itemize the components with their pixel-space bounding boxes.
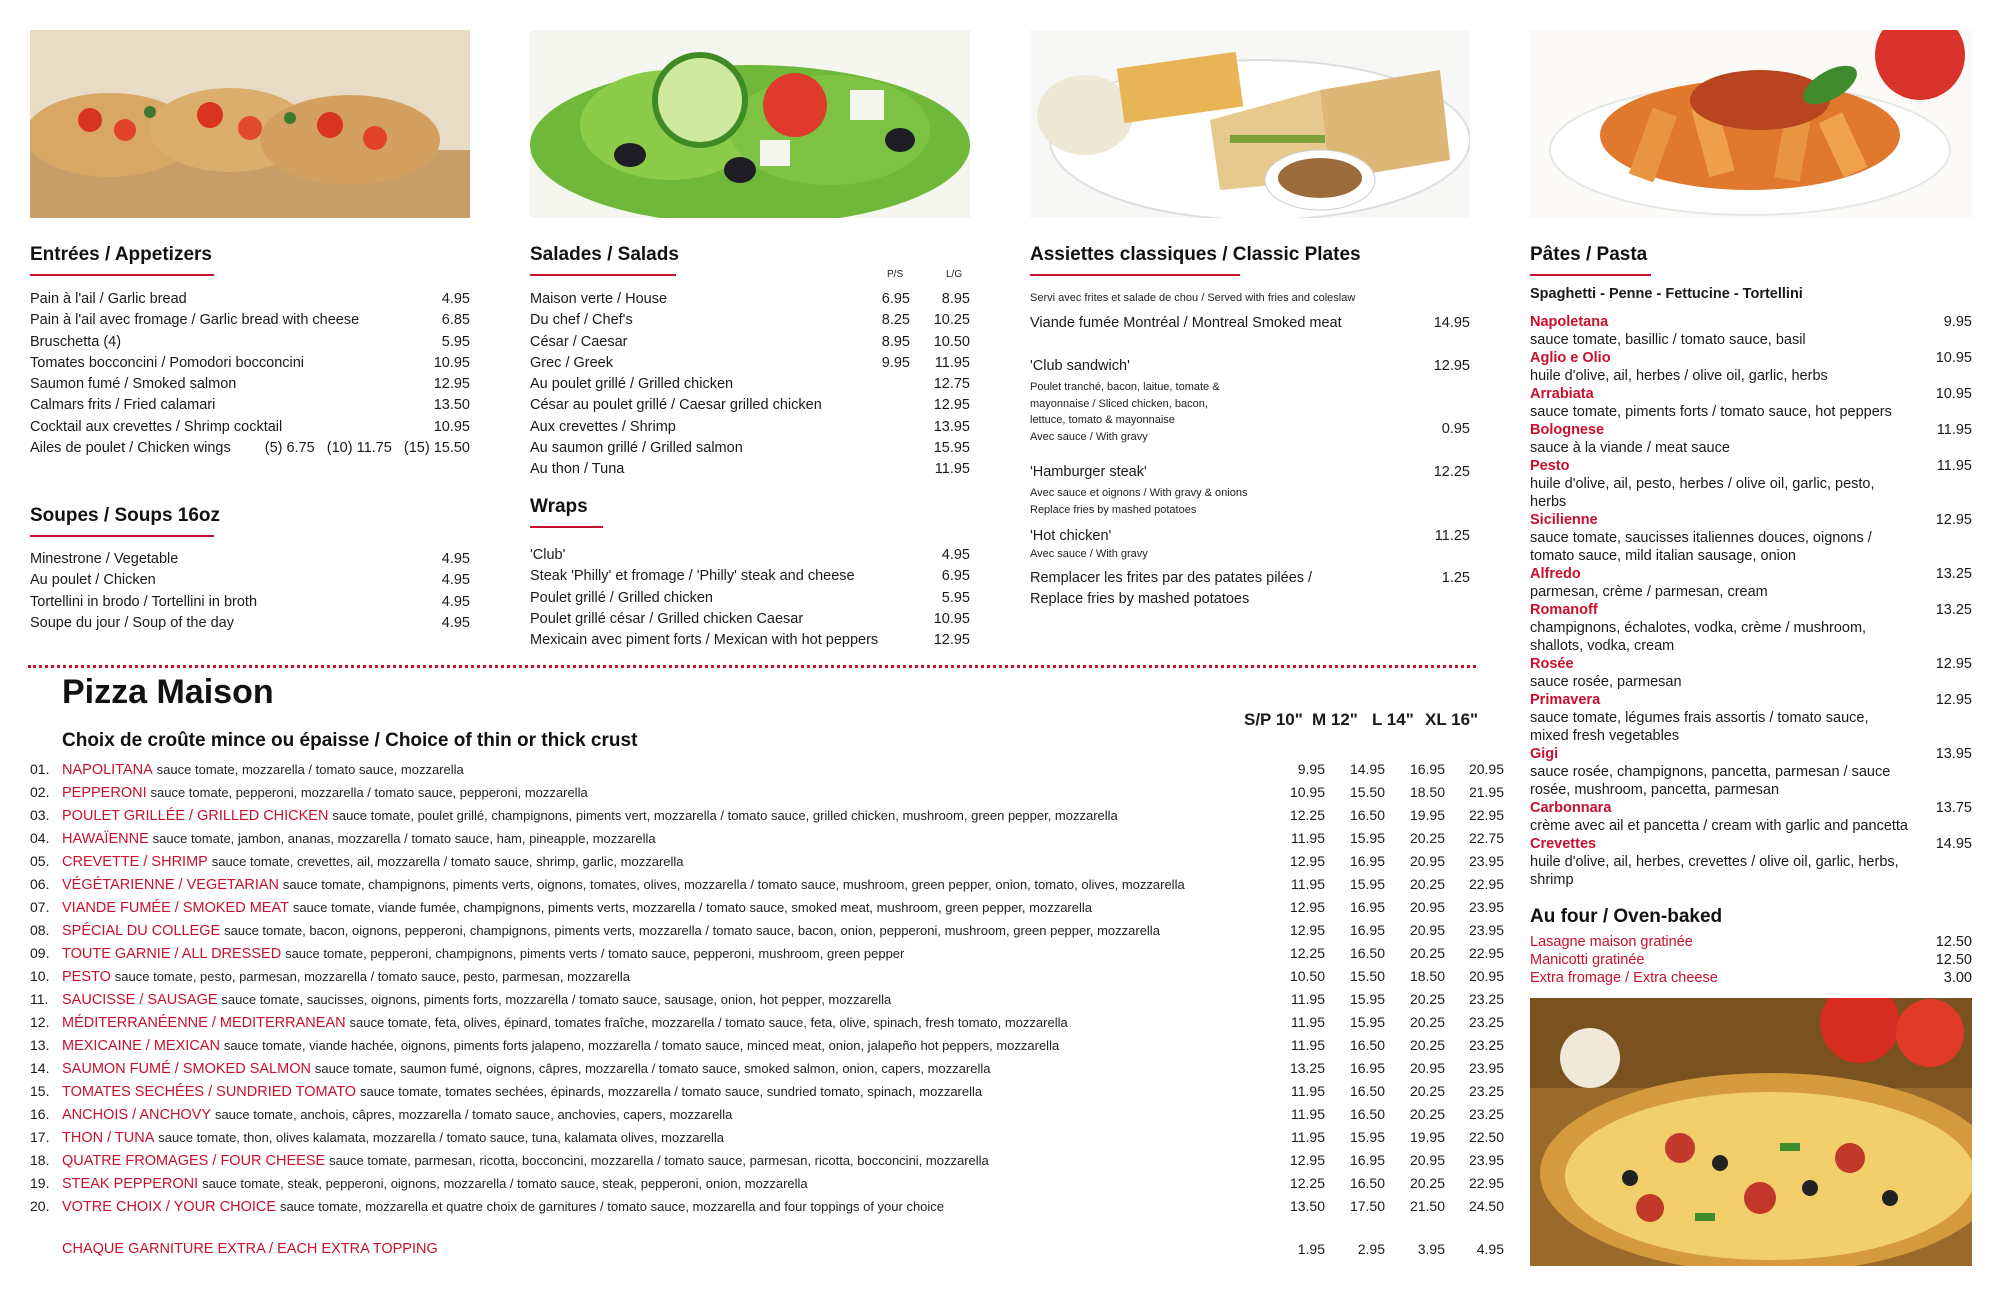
pizza-number: 04. <box>30 830 50 846</box>
pizza-price: 16.50 <box>1349 1106 1385 1122</box>
list-item: Soupe du jour / Soup of the day 4.95 <box>30 614 470 631</box>
pasta-item <box>1530 457 1972 511</box>
plates-hot-chicken-desc: Avec sauce / With gravy <box>1030 548 1148 560</box>
list-item: Poulet grillé / Grilled chicken 5.95 <box>530 589 970 606</box>
pizza-price: 12.95 <box>1289 1152 1325 1168</box>
pizza-row <box>30 1172 1506 1195</box>
pizza-price: 22.95 <box>1468 807 1504 823</box>
list-item: César au poulet grillé / Caesar grilled chicken 12.95 <box>530 397 970 414</box>
pizza-price: 16.50 <box>1349 945 1385 961</box>
pizza-number: 17. <box>30 1129 50 1145</box>
pizza-number: 08. <box>30 922 50 938</box>
pasta-name: Romanoff <box>1530 602 1598 618</box>
pizza-price: 11.95 <box>1291 876 1325 892</box>
pizza-name: TOMATES SECHÉES / SUNDRIED TOMATO <box>62 1084 357 1100</box>
pasta-price: 13.95 <box>1935 746 1972 762</box>
list-item: Manicotti gratinée 12.50 <box>1530 952 1972 968</box>
pasta-price: 11.95 <box>1936 458 1972 474</box>
list-item: Extra fromage / Extra cheese 3.00 <box>1530 970 1972 986</box>
pasta-name: Gigi <box>1530 746 1559 762</box>
pizza-price: 18.50 <box>1409 968 1445 984</box>
wraps-title: Wraps <box>530 496 603 528</box>
pizza-name: TOUTE GARNIE / ALL DRESSED <box>62 946 282 962</box>
list-item: Pain à l'ail avec fromage / Garlic bread with cheese 6.85 <box>30 312 470 329</box>
soups-title: Soupes / Soups 16oz <box>30 505 220 537</box>
pasta-name: Aglio e Olio <box>1530 350 1611 366</box>
pasta-price: 9.95 <box>1943 314 1972 330</box>
pizza-desc: sauce tomate, viande fumée, champignons, piments verts, mozzarella / tomato sauce, smoked meat, mushroom, green pepper, mozzarella <box>292 900 1092 915</box>
salad-photo <box>530 30 970 218</box>
pasta-name: Carbonnara <box>1530 800 1612 816</box>
pizza-price: 22.95 <box>1468 876 1504 892</box>
pizza-desc: sauce tomate, feta, olives, épinard, tomates fraîche, mozzarella / tomato sauce, feta, olive, spinach, fresh tomato, mozzarella <box>349 1015 1068 1030</box>
pizza-price: 21.50 <box>1409 1198 1445 1214</box>
pizza-name: THON / TUNA <box>62 1130 155 1146</box>
club-sandwich-photo <box>1030 30 1470 218</box>
pizza-row <box>30 896 1506 919</box>
pizza-subtitle: Choix de croûte mince ou épaisse / Choice of thin or thick crust <box>62 730 638 751</box>
pizza-number: 18. <box>30 1152 50 1168</box>
plates-hamburger <box>1030 462 1470 483</box>
pizza-name: NAPOLITANA <box>62 762 153 778</box>
size-small: S/P 10" <box>1244 710 1303 729</box>
pizza-price: 19.95 <box>1409 1129 1445 1145</box>
pizza-price: 23.95 <box>1468 1060 1504 1076</box>
plates-club-desc: Poulet tranché, bacon, laitue, tomate & mayonnaise / Sliced chicken, bacon, lettuce, tomato & mayonnaise Avec sauce / With gravy <box>1030 381 1220 443</box>
pizza-price: 12.95 <box>1289 922 1325 938</box>
list-item: Tortellini in brodo / Tortellini in broth 4.95 <box>30 593 470 610</box>
list-item: Minestrone / Vegetable 4.95 <box>30 551 470 567</box>
pizza-desc: sauce tomate, bacon, oignons, pepperoni, champignons, piments verts, mozzarella / tomato sauce, bacon, onion, pepperoni, mushroom, green pepper, mozzarella <box>224 923 1160 938</box>
pizza-price: 13.50 <box>1289 1198 1325 1214</box>
pasta-price: 13.25 <box>1935 566 1972 582</box>
pizza-name: MEXICAINE / MEXICAN <box>62 1038 220 1054</box>
pizza-row <box>30 1149 1506 1172</box>
pizza-price: 20.25 <box>1409 1083 1445 1099</box>
pizza-name: VOTRE CHOIX / YOUR CHOICE <box>62 1199 277 1215</box>
pasta-name: Alfredo <box>1530 566 1581 582</box>
soups-list <box>30 549 470 634</box>
pasta-item <box>1530 691 1972 745</box>
pizza-price: 11.95 <box>1291 1014 1325 1030</box>
pasta-name: Bolognese <box>1530 422 1605 438</box>
pizza-price: 16.95 <box>1349 899 1385 915</box>
pizza-price: 16.50 <box>1349 807 1385 823</box>
pizza-name: ANCHOIS / ANCHOVY <box>62 1107 212 1123</box>
pizza-row <box>30 919 1506 942</box>
list-item: Grec / Greek 9.95 11.95 <box>530 354 970 371</box>
list-item: Pain à l'ail / Garlic bread 4.95 <box>30 291 470 307</box>
size-medium: M 12" <box>1312 710 1358 729</box>
pizza-list <box>30 758 1506 1228</box>
pasta-item <box>1530 349 1972 385</box>
pizza-price: 15.95 <box>1349 876 1385 892</box>
pizza-row <box>30 1103 1506 1126</box>
pizza-price: 23.25 <box>1468 1083 1504 1099</box>
pizza-price: 23.95 <box>1468 853 1504 869</box>
pizza-price: 18.50 <box>1409 784 1445 800</box>
pizza-number: 07. <box>30 899 50 915</box>
pizza-row <box>30 804 1506 827</box>
pizza-price: 9.95 <box>1297 761 1325 777</box>
pizza-number: 16. <box>30 1106 50 1122</box>
pasta-price: 14.95 <box>1935 836 1972 852</box>
pasta-name: Primavera <box>1530 692 1601 708</box>
pizza-price: 16.95 <box>1349 922 1385 938</box>
pizza-row <box>30 758 1506 781</box>
pasta-item <box>1530 313 1972 349</box>
pasta-price: 10.95 <box>1935 350 1972 366</box>
pizza-price: 15.95 <box>1349 991 1385 1007</box>
pizza-name: SAUCISSE / SAUSAGE <box>62 992 218 1008</box>
pasta-list <box>1530 313 1972 889</box>
pizza-price: 11.95 <box>1291 1083 1325 1099</box>
pizza-price: 20.25 <box>1409 830 1445 846</box>
pizza-price: 20.25 <box>1409 1014 1445 1030</box>
pizza-price: 20.95 <box>1409 899 1445 915</box>
pasta-item <box>1530 799 1972 835</box>
pizza-price: 16.95 <box>1409 761 1445 777</box>
section-divider <box>28 665 1476 668</box>
pizza-desc: sauce tomate, champignons, piments verts, oignons, tomates, olives, mozzarella / tomato sauce, mushroom, green pepper, onion, tomato, olives, mozzarella <box>282 877 1185 892</box>
pizza-price: 12.95 <box>1289 899 1325 915</box>
pasta-item <box>1530 511 1972 565</box>
pasta-subtitle: Spaghetti - Penne - Fettucine - Tortellini <box>1530 286 1803 302</box>
pasta-desc: sauce tomate, saucisses italiennes douces, oignons / tomato sauce, mild italian sausage, onion <box>1530 530 1872 564</box>
pizza-price: 16.50 <box>1349 1083 1385 1099</box>
pizza-name: PESTO <box>62 969 111 985</box>
pizza-row <box>30 781 1506 804</box>
list-item: Calmars frits / Fried calamari 13.50 <box>30 397 470 414</box>
pizza-price: 13.25 <box>1289 1060 1325 1076</box>
pasta-price: 12.95 <box>1935 692 1972 708</box>
list-item: 'Hot chicken' 11.25 <box>1030 528 1470 544</box>
list-item: Du chef / Chef's 8.25 10.25 <box>530 312 970 329</box>
pizza-title: Pizza Maison <box>62 673 274 711</box>
pasta-desc: sauce à la viande / meat sauce <box>1530 440 1730 456</box>
pizza-name: PEPPERONI <box>62 785 147 801</box>
list-item: Au saumon grillé / Grilled salmon 15.95 <box>530 440 970 457</box>
pasta-name: Arrabiata <box>1530 386 1594 402</box>
pizza-row <box>30 827 1506 850</box>
list-item: Aux crevettes / Shrimp 13.95 <box>530 418 970 435</box>
pizza-price: 20.95 <box>1468 761 1504 777</box>
pasta-name: Crevettes <box>1530 836 1597 852</box>
plates-gravy-price: 0.95 <box>1441 421 1470 437</box>
pasta-desc: sauce tomate, légumes frais assortis / tomato sauce, mixed fresh vegetables <box>1530 710 1869 744</box>
pizza-desc: sauce tomate, parmesan, ricotta, bocconcini, mozzarella / tomato sauce, parmesan, ricotta, bocconcini, mozzarella <box>329 1153 989 1168</box>
appetizers-title: Entrées / Appetizers <box>30 244 214 276</box>
plates-subtitle: Servi avec frites et salade de chou / Served with fries and coleslaw <box>1030 292 1356 304</box>
pizza-price: 20.25 <box>1409 1037 1445 1053</box>
pizza-desc: sauce tomate, saucisses, oignons, piments forts, mozzarella / tomato sauce, sausage, onion, hot pepper, mozzarella <box>221 992 892 1007</box>
pizza-price: 11.95 <box>1291 1106 1325 1122</box>
pizza-desc: sauce tomate, pesto, parmesan, mozzarella / tomato sauce, pesto, parmesan, mozzarella <box>114 969 630 984</box>
list-item: 'Club sandwich' 12.95 <box>1030 358 1470 374</box>
plates-replace <box>1030 568 1470 611</box>
pizza-price: 16.95 <box>1349 1152 1385 1168</box>
pasta-item <box>1530 745 1972 799</box>
list-item: 'Club' 4.95 <box>530 547 970 563</box>
pizza-price: 15.95 <box>1349 830 1385 846</box>
pizza-price: 15.95 <box>1349 1014 1385 1030</box>
pasta-price: 11.95 <box>1936 422 1972 438</box>
list-item: Tomates bocconcini / Pomodori bocconcini 10.95 <box>30 354 470 371</box>
pizza-number: 09. <box>30 945 50 961</box>
pizza-price: 12.25 <box>1289 945 1325 961</box>
pasta-desc: sauce tomate, piments forts / tomato sauce, hot peppers <box>1530 404 1892 420</box>
pasta-price: 10.95 <box>1935 386 1972 402</box>
pasta-item <box>1530 385 1972 421</box>
pizza-price: 17.50 <box>1349 1198 1385 1214</box>
pasta-desc: sauce rosée, champignons, pancetta, parmesan / sauce rosée, mushroom, pancetta, parmesan <box>1530 764 1891 798</box>
pizza-row <box>30 1011 1506 1034</box>
pizza-price: 16.95 <box>1349 853 1385 869</box>
pasta-item <box>1530 835 1972 889</box>
pasta-item <box>1530 601 1972 655</box>
pizza-number: 03. <box>30 807 50 823</box>
list-item: Steak 'Philly' et fromage / 'Philly' steak and cheese 6.95 <box>530 568 970 585</box>
pizza-row <box>30 1195 1506 1218</box>
pizza-number: 11. <box>30 991 49 1007</box>
salads-col-small: P/S <box>887 269 904 280</box>
list-item: Remplacer les frites par des patates pilées / 1.25 <box>1030 570 1470 586</box>
pizza-price: 11.95 <box>1291 1129 1325 1145</box>
pizza-price: 11.95 <box>1291 830 1325 846</box>
pizza-price: 20.95 <box>1409 853 1445 869</box>
extra-topping-row: CHAQUE GARNITURE EXTRA / EACH EXTRA TOPPING 1.95 2.95 3.95 4.95 <box>30 1238 1506 1261</box>
pizza-name: STEAK PEPPERONI <box>62 1176 199 1192</box>
pizza-price: 20.25 <box>1409 1175 1445 1191</box>
extra-topping-label: CHAQUE GARNITURE EXTRA / EACH EXTRA TOPPING <box>62 1241 438 1257</box>
list-item: Cocktail aux crevettes / Shrimp cocktail 10.95 <box>30 418 470 435</box>
pizza-photo <box>1530 998 1972 1266</box>
pizza-number: 05. <box>30 853 50 869</box>
pizza-price: 23.95 <box>1468 922 1504 938</box>
pizza-desc: sauce tomate, tomates sechées, épinards, mozzarella / tomato sauce, sundried tomato, spinach, mozzarella <box>359 1084 983 1099</box>
bruschetta-photo <box>30 30 470 218</box>
pasta-desc: parmesan, crème / parmesan, cream <box>1530 584 1768 600</box>
pizza-price: 23.95 <box>1468 899 1504 915</box>
pasta-desc: sauce tomate, basillic / tomato sauce, basil <box>1530 332 1806 348</box>
pizza-price: 11.95 <box>1291 1037 1325 1053</box>
pizza-name: VIANDE FUMÉE / SMOKED MEAT <box>62 900 289 916</box>
pizza-row <box>30 1057 1506 1080</box>
pizza-desc: sauce tomate, jambon, ananas, mozzarella / tomato sauce, ham, pineapple, mozzarella <box>152 831 656 846</box>
pasta-price: 13.75 <box>1935 800 1972 816</box>
list-item: Saumon fumé / Smoked salmon 12.95 <box>30 376 470 393</box>
size-large: L 14" <box>1372 710 1414 729</box>
plates-club <box>1030 356 1470 377</box>
pasta-item <box>1530 421 1972 457</box>
list-item: César / Caesar 8.95 10.50 <box>530 333 970 350</box>
pasta-price: 12.95 <box>1935 512 1972 528</box>
pizza-desc: sauce tomate, anchois, câpres, mozzarella / tomato sauce, anchovies, capers, mozzarella <box>214 1107 733 1122</box>
size-xl: XL 16" <box>1425 710 1479 729</box>
pasta-price: 13.25 <box>1935 602 1972 618</box>
pizza-desc: sauce tomate, thon, olives kalamata, mozzarella / tomato sauce, tuna, kalamata olives, mozzarella <box>158 1130 725 1145</box>
pasta-desc: sauce rosée, parmesan <box>1530 674 1682 690</box>
pizza-number: 06. <box>30 876 50 892</box>
pizza-name: SPÉCIAL DU COLLEGE <box>62 923 221 939</box>
pizza-price: 20.95 <box>1409 1152 1445 1168</box>
pizza-name: MÉDITERRANÉENNE / MEDITERRANEAN <box>62 1015 346 1031</box>
pizza-name: QUATRE FROMAGES / FOUR CHEESE <box>62 1153 326 1169</box>
pasta-desc: huile d'olive, ail, herbes / olive oil, garlic, herbs <box>1530 368 1828 384</box>
pizza-price: 15.95 <box>1349 1129 1385 1145</box>
pizza-row <box>30 1080 1506 1103</box>
pizza-price: 15.50 <box>1349 784 1385 800</box>
pizza-price: 22.50 <box>1468 1129 1504 1145</box>
pizza-desc: sauce tomate, poulet grillé, champignons, piments vert, mozzarella / tomato sauce, grilled chicken, mushroom, green pepper, mozzarella <box>332 808 1118 823</box>
list-item: 'Hamburger steak' 12.25 <box>1030 464 1470 480</box>
pasta-name: Pesto <box>1530 458 1570 474</box>
pizza-row <box>30 988 1506 1011</box>
oven-title: Au four / Oven-baked <box>1530 906 1723 927</box>
pizza-price: 22.95 <box>1468 1175 1504 1191</box>
pizza-desc: sauce tomate, crevettes, ail, mozzarella / tomato sauce, shrimp, garlic, mozzarella <box>211 854 684 869</box>
salads-list <box>530 289 970 481</box>
pizza-price: 23.25 <box>1468 991 1504 1007</box>
pizza-row <box>30 942 1506 965</box>
pizza-number: 01. <box>30 761 50 777</box>
list-item: Au poulet grillé / Grilled chicken 12.75 <box>530 376 970 393</box>
pizza-size-header <box>1240 710 1480 734</box>
list-item: Ailes de poulet / Chicken wings (5) 6.75 (10) 11.75 (15) 15.50 <box>30 440 470 457</box>
pizza-price: 10.50 <box>1289 968 1325 984</box>
pizza-price: 20.95 <box>1409 922 1445 938</box>
pizza-number: 12. <box>30 1014 50 1030</box>
pizza-desc: sauce tomate, pepperoni, mozzarella / tomato sauce, pepperoni, mozzarella <box>150 785 588 800</box>
pizza-price: 16.50 <box>1349 1175 1385 1191</box>
pizza-price: 11.95 <box>1291 991 1325 1007</box>
salads-col-large: L/G <box>946 269 963 280</box>
pizza-price: 20.25 <box>1409 1106 1445 1122</box>
list-item: Maison verte / House 6.95 8.95 <box>530 291 970 307</box>
pizza-price: 12.25 <box>1289 807 1325 823</box>
pizza-price: 16.50 <box>1349 1037 1385 1053</box>
pizza-number: 14. <box>30 1060 50 1076</box>
pasta-name: Sicilienne <box>1530 512 1598 528</box>
pizza-price: 22.95 <box>1468 945 1504 961</box>
oven-list <box>1530 933 1972 987</box>
pizza-price: 23.95 <box>1468 1152 1504 1168</box>
pasta-desc: crème avec ail et pancetta / cream with garlic and pancetta <box>1530 818 1908 834</box>
pizza-desc: sauce tomate, saumon fumé, oignons, câpres, mozzarella / tomato sauce, smoked salmon, onion, capers, mozzarella <box>314 1061 991 1076</box>
pizza-number: 02. <box>30 784 50 800</box>
pizza-row <box>30 850 1506 873</box>
list-item: Lasagne maison gratinée 12.50 <box>1530 934 1972 950</box>
list-item: Bruschetta (4) 5.95 <box>30 333 470 350</box>
salads-title: Salades / Salads <box>530 244 679 276</box>
pizza-price: 23.25 <box>1468 1037 1504 1053</box>
pizza-desc: sauce tomate, pepperoni, champignons, piments verts / tomato sauce, pepperoni, mushroom, green pepper <box>285 946 905 961</box>
pasta-photo <box>1530 30 1972 218</box>
pasta-desc: huile d'olive, ail, herbes, crevettes / olive oil, garlic, herbs, shrimp <box>1530 854 1899 888</box>
pizza-name: SAUMON FUMÉ / SMOKED SALMON <box>62 1061 311 1077</box>
pizza-name: HAWAÏENNE <box>62 831 149 847</box>
pizza-number: 13. <box>30 1037 50 1053</box>
pizza-price: 16.95 <box>1349 1060 1385 1076</box>
list-item: Viande fumée Montréal / Montreal Smoked meat 14.95 <box>1030 315 1470 331</box>
pasta-desc: huile d'olive, ail, pesto, herbes / olive oil, garlic, pesto, herbs <box>1530 476 1875 510</box>
pizza-name: CREVETTE / SHRIMP <box>62 854 208 870</box>
pasta-price: 12.95 <box>1935 656 1972 672</box>
appetizers-list <box>30 289 470 459</box>
plates-hot-chicken <box>1030 526 1470 547</box>
pizza-row <box>30 965 1506 988</box>
list-item: Poulet grillé césar / Grilled chicken Caesar 10.95 <box>530 610 970 627</box>
pizza-row <box>30 873 1506 896</box>
pizza-price: 23.25 <box>1468 1106 1504 1122</box>
pizza-row <box>30 1034 1506 1057</box>
pizza-price: 21.95 <box>1468 784 1504 800</box>
pizza-price: 24.50 <box>1468 1198 1504 1214</box>
pizza-desc: sauce tomate, steak, pepperoni, oignons, mozzarella / tomato sauce, steak, pepperoni, onion, mozzarella <box>202 1176 808 1191</box>
pizza-price: 20.25 <box>1409 876 1445 892</box>
pasta-desc: champignons, échalotes, vodka, crème / mushroom, shallots, vodka, cream <box>1530 620 1867 654</box>
pizza-name: POULET GRILLÉE / GRILLED CHICKEN <box>62 808 329 824</box>
pizza-price: 15.50 <box>1349 968 1385 984</box>
pizza-number: 20. <box>30 1198 50 1214</box>
pizza-desc: sauce tomate, mozzarella / tomato sauce, mozzarella <box>156 762 464 777</box>
pizza-desc: sauce tomate, mozzarella et quatre choix de garnitures / tomato sauce, mozzarella and four toppings of your choice <box>279 1199 945 1214</box>
pizza-price: 12.95 <box>1289 853 1325 869</box>
pizza-number: 10. <box>30 968 50 984</box>
pizza-price: 20.95 <box>1468 968 1504 984</box>
pizza-row <box>30 1126 1506 1149</box>
pizza-number: 19. <box>30 1175 50 1191</box>
pizza-price: 23.25 <box>1468 1014 1504 1030</box>
plates-hamburger-desc: Avec sauce et oignons / With gravy & onions Replace fries by mashed potatoes <box>1030 487 1248 516</box>
list-item: Replace fries by mashed potatoes <box>1030 591 1250 608</box>
pizza-name: VÉGÉTARIENNE / VEGETARIAN <box>62 877 280 893</box>
pasta-name: Napoletana <box>1530 314 1609 330</box>
pizza-desc: sauce tomate, viande hachée, oignons, piments forts jalapeno, mozzarella / tomato sauce, minced meat, onion, jalapeño hot peppers, mozzarella <box>223 1038 1060 1053</box>
pasta-name: Rosée <box>1530 656 1574 672</box>
pizza-price: 20.25 <box>1409 945 1445 961</box>
pizza-price: 19.95 <box>1409 807 1445 823</box>
pasta-title: Pâtes / Pasta <box>1530 244 1651 276</box>
pizza-price: 14.95 <box>1349 761 1385 777</box>
pasta-item <box>1530 655 1972 691</box>
pizza-price: 12.25 <box>1289 1175 1325 1191</box>
wraps-list <box>530 545 970 651</box>
pizza-price: 20.25 <box>1409 991 1445 1007</box>
plates-title: Assiettes classiques / Classic Plates <box>1030 244 1361 276</box>
list-item: Mexicain avec piment forts / Mexican with hot peppers 12.95 <box>530 632 970 649</box>
list-item: Au poulet / Chicken 4.95 <box>30 572 470 589</box>
pizza-price: 22.75 <box>1468 830 1504 846</box>
pizza-price: 20.95 <box>1409 1060 1445 1076</box>
pizza-number: 15. <box>30 1083 50 1099</box>
plates-smoked-meat <box>1030 313 1470 334</box>
pasta-item <box>1530 565 1972 601</box>
pizza-price: 10.95 <box>1289 784 1325 800</box>
list-item: Au thon / Tuna 11.95 <box>530 461 970 478</box>
